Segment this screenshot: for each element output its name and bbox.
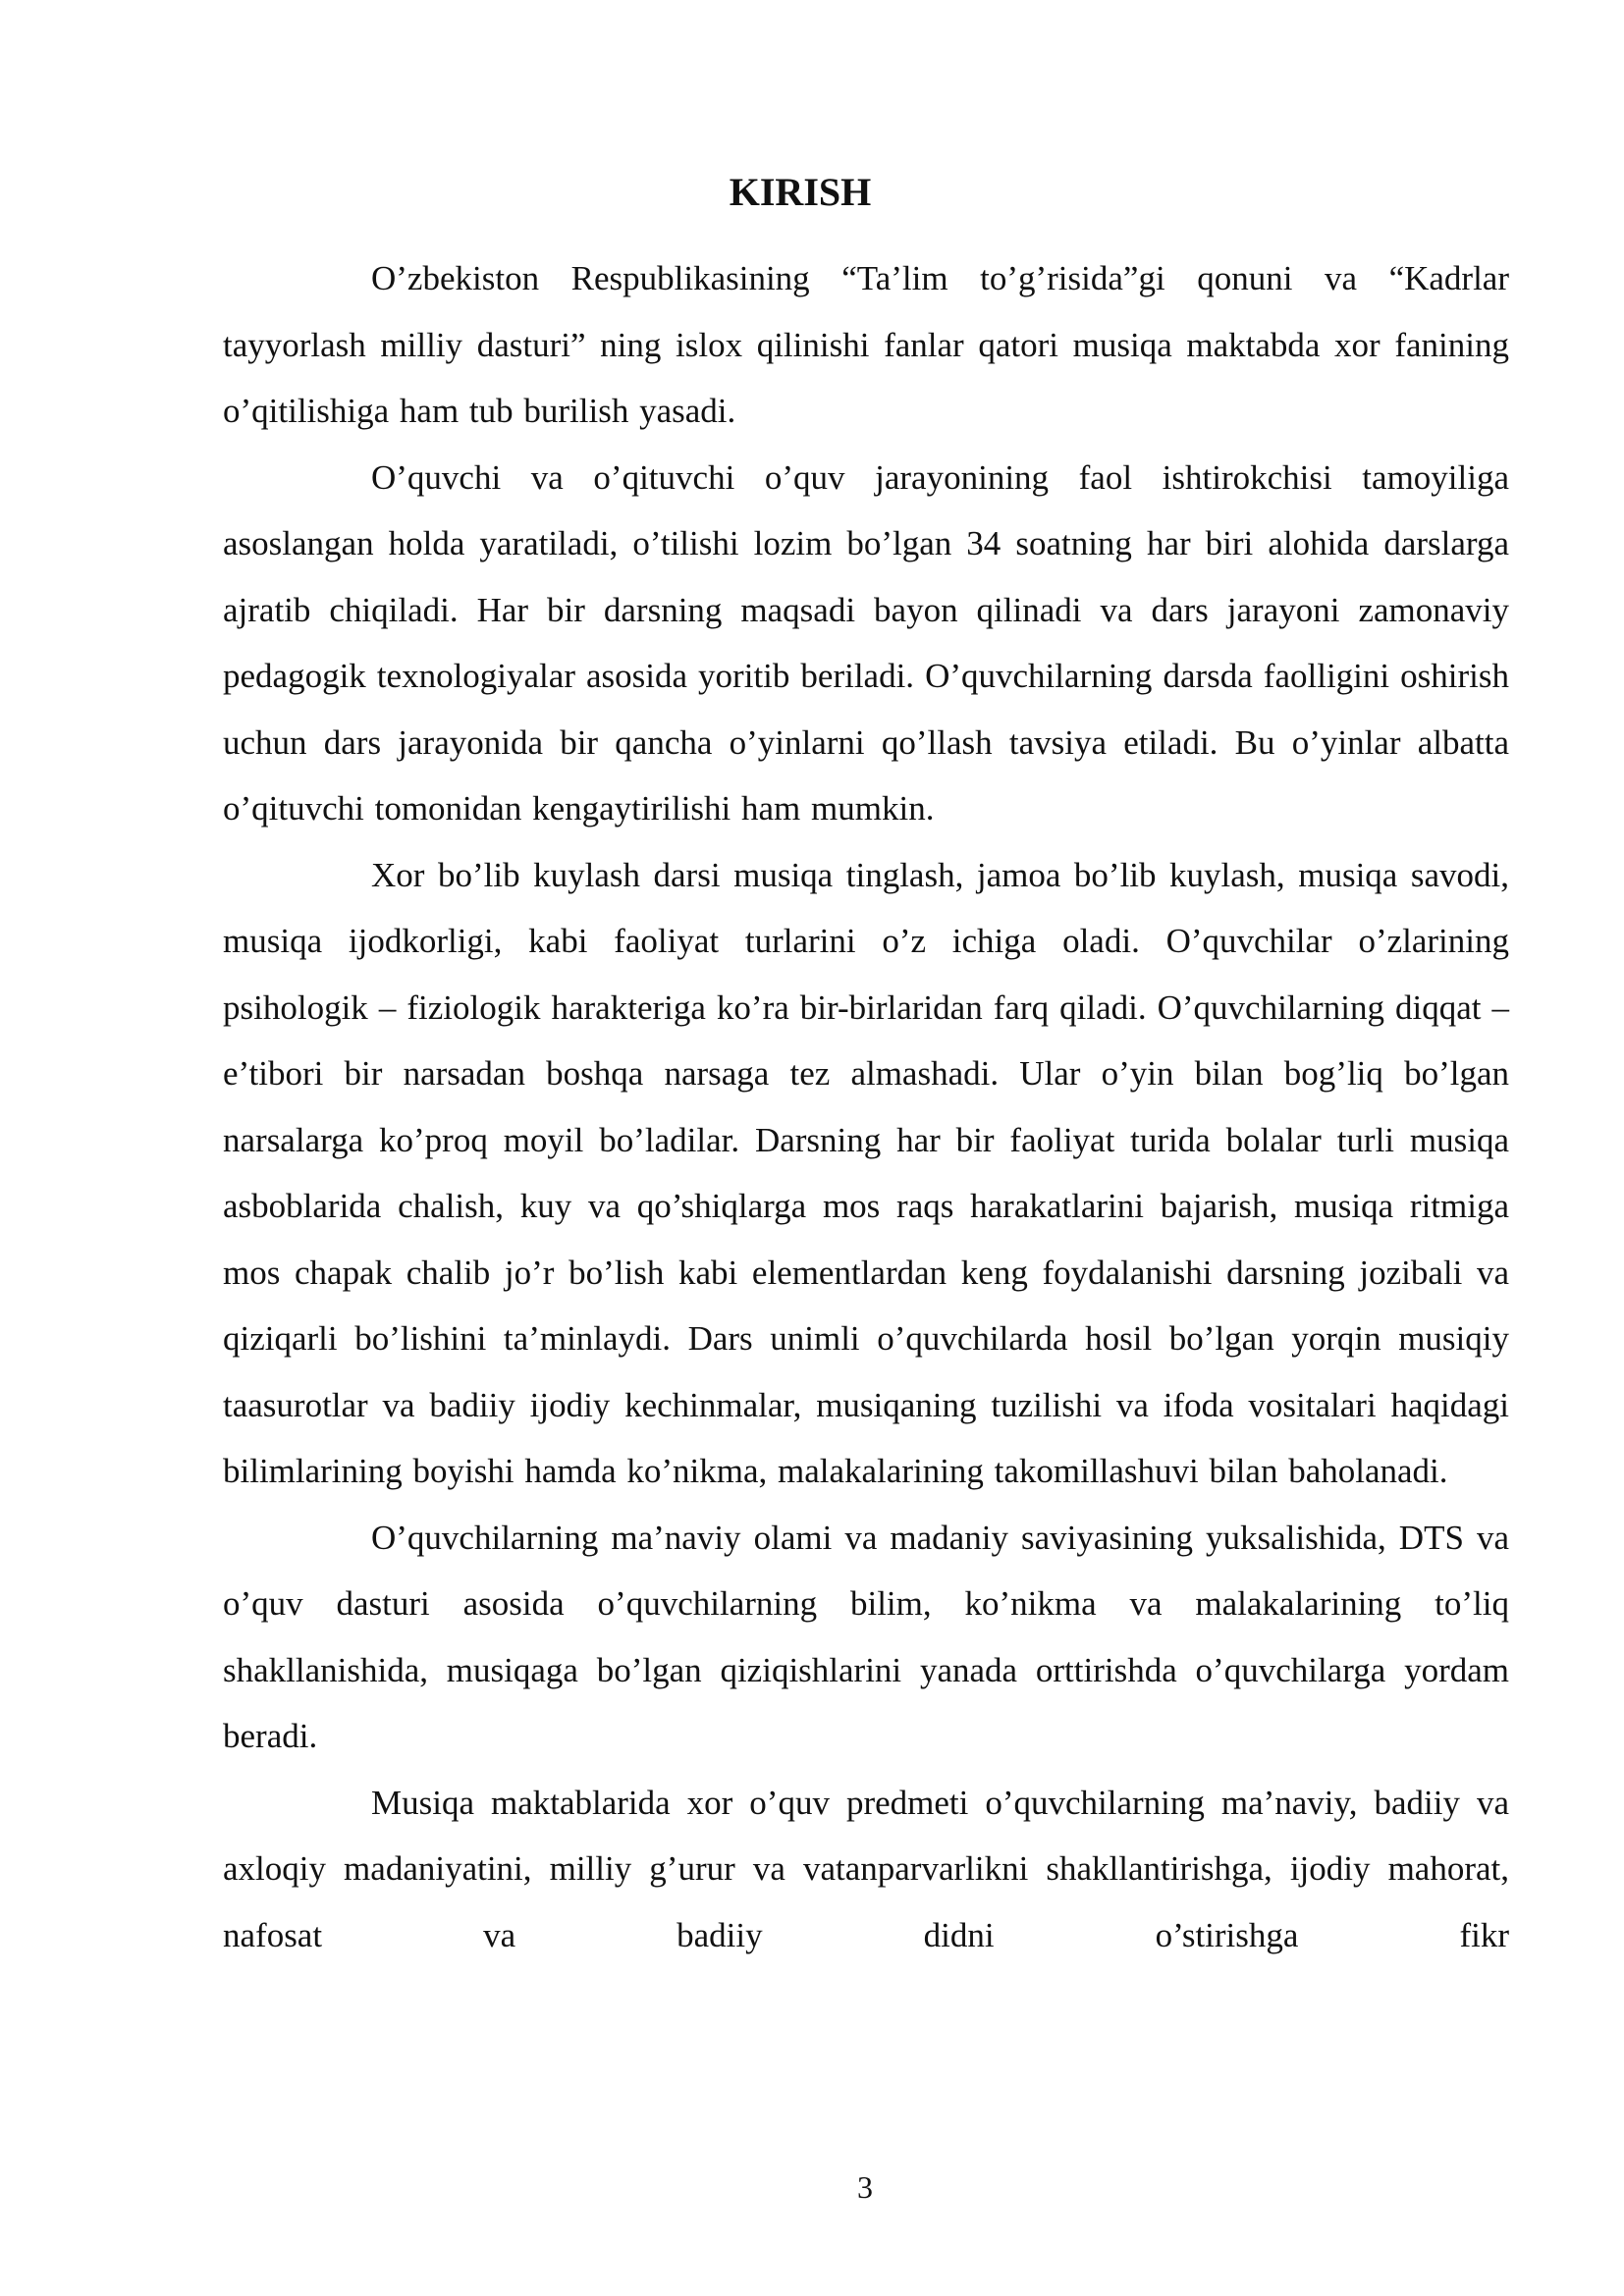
- paragraph-5: Musiqa maktablarida xor o’quv predmeti o’quvchilarning ma’naviy, badiiy va axloqiy madaniyatini, milliy g’urur va vatanparvarlikni shakllantirishga, ijodiy mahorat, nafosat va badiiy didni o’stirishga fikr: [223, 1783, 1509, 1954]
- paragraph-1: O’zbekiston Respublikasining “Ta’lim to’g’risida”gi qonuni va “Kadrlar tayyorlash milliy dasturi” ning islox qilinishi fanlar qatori musiqa maktabda xor fanining o’qitilishiga ham tub burilish yasadi.: [223, 259, 1509, 430]
- page-heading: KIRISH: [729, 170, 872, 214]
- paragraph-2: O’quvchi va o’qituvchi o’quv jarayonining faol ishtirokchisi tamoyiliga asoslangan holda yaratiladi, o’tilishi lozim bo’lgan 34 soatning har biri alohida darslarga ajratib chiqiladi. Har bir darsning maqsadi bayon qilinadi va dars jarayoni zamonaviy pedagogik texnologiyalar asosida yoritib beriladi. O’quvchilarning darsda faolligini oshirish uchun dars jarayonida bir qancha o’yinlarni qo’llash tavsiya etiladi. Bu o’yinlar albatta o’qituvchi tomonidan kengaytirilishi ham mumkin.: [223, 457, 1509, 828]
- body-text: [223, 245, 1509, 1968]
- page-number: 3: [857, 2169, 873, 2205]
- paragraph-4: O’quvchilarning ma’naviy olami va madaniy saviyasining yuksalishida, DTS va o’quv dasturi asosida o’quvchilarning bilim, ko’nikma va malakalarining to’liq shakllanishida, musiqaga bo’lgan qiziqishlarini yanada orttirishda o’quvchilarga yordam beradi.: [223, 1518, 1509, 1755]
- paragraph-3: Xor bo’lib kuylash darsi musiqa tinglash, jamoa bo’lib kuylash, musiqa savodi, musiqa ijodkorligi, kabi faoliyat turlarini o’z ichiga oladi. O’quvchilar o’zlarining psihologik – fiziologik harakteriga ko’ra bir-birlaridan farq qiladi. O’quvchilarning diqqat – e’tibori bir narsadan boshqa narsaga tez almashadi. Ular o’yin bilan bog’liq bo’lgan narsalarga ko’proq moyil bo’ladilar. Darsning har bir faoliyat turida bolalar turli musiqa asboblarida chalish, kuy va qo’shiqlarga mos raqs harakatlarini bajarish, musiqa ritmiga mos chapak chalib jo’r bo’lish kabi elementlardan keng foydalanishi darsning jozibali va qiziqarli bo’lishini ta’minlaydi. Dars unimli o’quvchilarda hosil bo’lgan yorqin musiqiy taasurotlar va badiiy ijodiy kechinmalar, musiqaning tuzilishi va ifoda vositalari haqidagi bilimlarining boyishi hamda ko’nikma, malakalarining takomillashuvi bilan baholanadi.: [223, 855, 1509, 1490]
